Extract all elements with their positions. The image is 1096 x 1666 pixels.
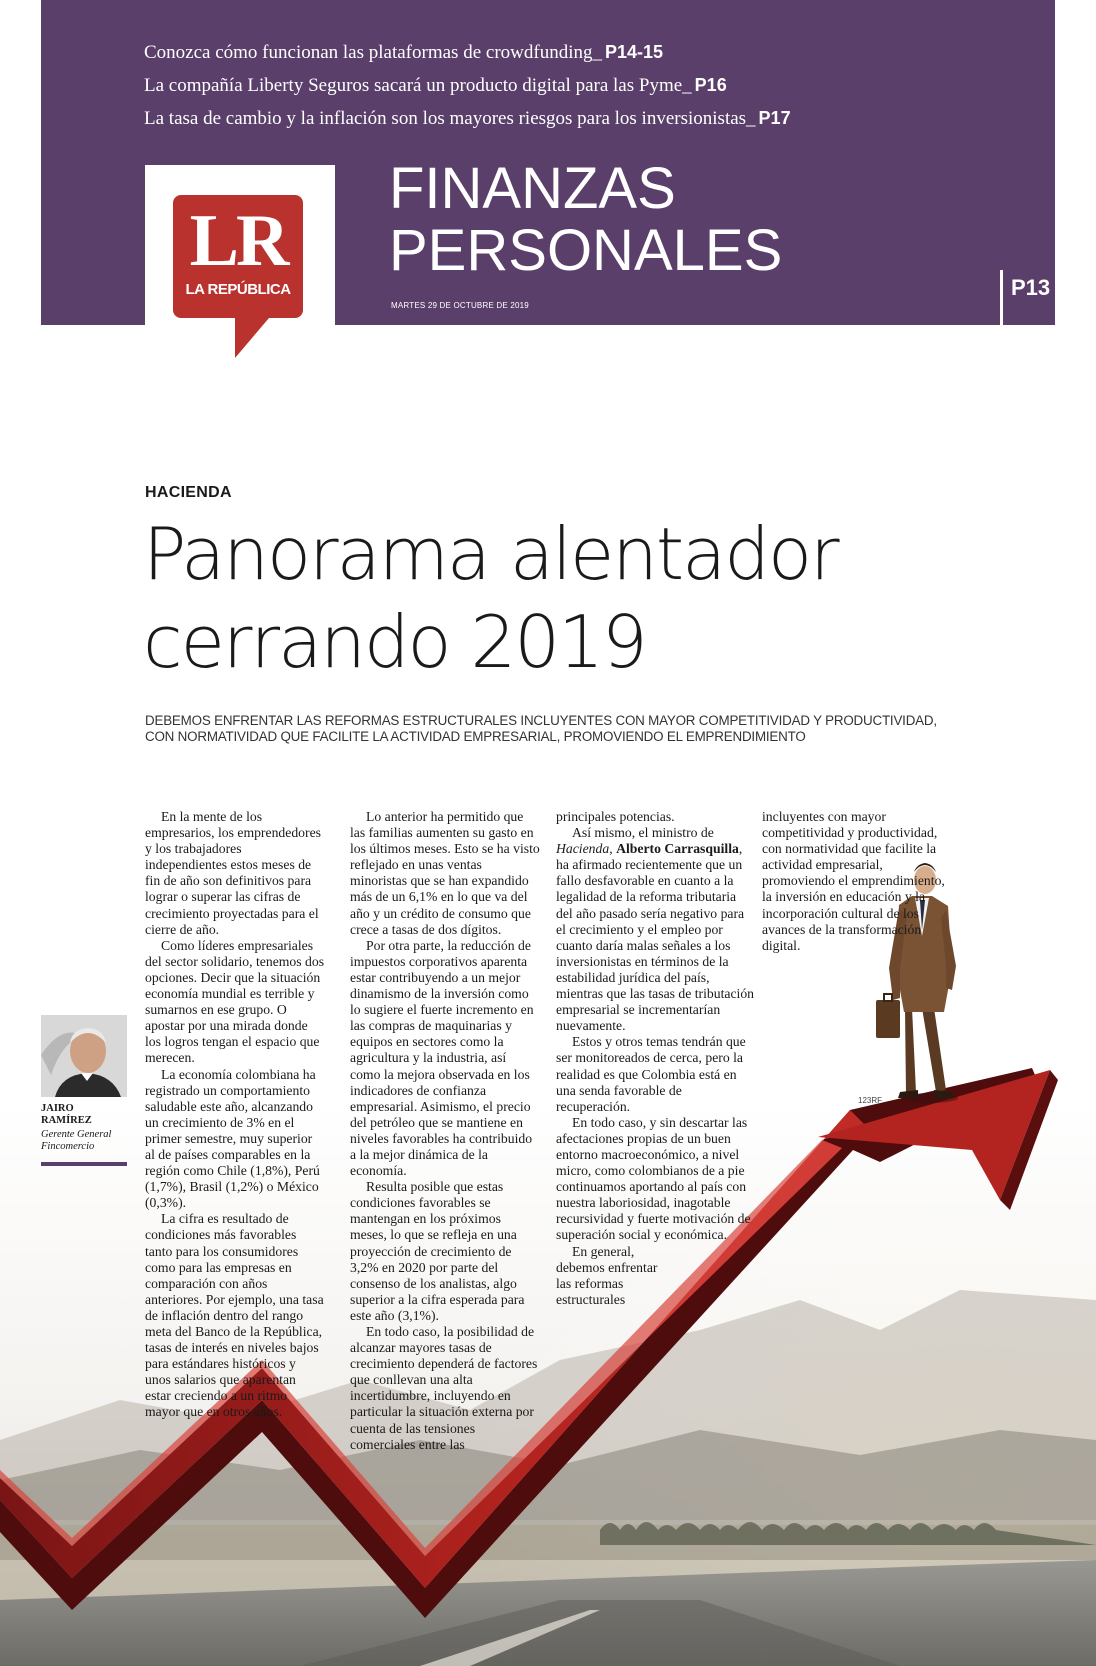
ministry-name: Hacienda	[556, 841, 610, 857]
article-kicker: HACIENDA	[145, 484, 232, 501]
page-number: P13	[1000, 270, 1050, 325]
paragraph: principales potencias.	[556, 809, 675, 824]
issue-date: MARTES 29 DE OCTUBRE DE 2019	[391, 301, 529, 310]
teaser-item[interactable]: Conozca cómo funcionan las plataformas de crowdfunding_ P14-15	[144, 42, 664, 63]
paragraph: Como líderes empresariales del sector solidario, tenemos dos opciones. Decir que la situación economía mundial es terrible y sumarnos en ese grupo. O apostar por una mirada donde los logros tengan el espacio que merecen.	[145, 937, 325, 1066]
paragraph: En todo caso, y sin descartar las afectaciones propias de un buen entorno macroeconómico, a nivel micro, como colombianos de a pie continuamos aportando al país con nuestra laboriosidad, inagotable recursividad y fuerte motivación de superación social y económica.	[556, 1114, 751, 1243]
logo-letters: LR	[189, 200, 287, 282]
columnist-name: JAIRO RAMÍREZ	[41, 1103, 92, 1126]
paragraph: En todo caso, la posibilidad de alcanzar mayores tasas de crecimiento dependerá de factores que conllevan una alta incertidumbre, incluyendo en particular la situación externa por cuenta de las tensiones comerciales entre las	[350, 1324, 538, 1452]
logo-speech-tail	[235, 318, 269, 358]
paragraph: Estos y otros temas tendrán que ser monitoreados de cerca, pero la realidad es que Colombia está en una senda favorable de recuperación.	[556, 1034, 746, 1114]
article-column-4	[762, 809, 954, 954]
paragraph: Resulta posible que estas condiciones favorables se mantengan en los próximos meses, lo que se refleja en una proyección de crecimiento de 3,2% en 2020 por parte del consenso de los analistas, algo superior a la cifra esperada para este año (3,1%).	[350, 1179, 525, 1323]
paragraph: La economía colombiana ha registrado un comportamiento saludable este año, alcanzando un crecimiento de 3% en el primer semestre, muy superior al de países comparables en la región como Chile (1,8%), Perú (1,7%), Brasil (1,2%) o México (0,3%).	[145, 1066, 320, 1211]
teaser-page: P16	[694, 75, 727, 95]
paragraph: En general, debemos enfrentar las reformas estructurales	[556, 1243, 658, 1307]
article-column-2	[350, 809, 540, 1453]
paragraph: En la mente de los empresarios, los emprendedores y los trabajadores independientes estos meses de fin de año son definitivos para lograr o superar las cifras de crecimiento proyectadas para el cierre de año.	[145, 809, 321, 937]
paragraph: Lo anterior ha permitido que las familias aumenten su gasto en los últimos meses. Esto se ha visto reflejado en unas ventas minoristas que se han expandido más de un 6,1% en lo que va del año y un crédito de consumo que crece a tasas de dos dígitos.	[350, 809, 540, 937]
teaser-page: P14-15	[604, 42, 664, 62]
paragraph: Por otra parte, la reducción de impuestos corporativos aparenta estar contribuyendo a un mejor dinamismo de la inversión como lo sugiere el fuerte incremento en las compras de maquinarias y equipos en sectores como la agricultura y la industria, así como la mejora observada en los indicadores de confianza empresarial. Asimismo, el precio del petróleo que se mantiene en niveles favorables ha contribuido a la mejor dinámica de la economía.	[350, 937, 534, 1179]
logo-name: LA REPÚBLICA	[185, 281, 291, 298]
paragraph: Así mismo, el ministro de Hacienda, Alberto Carrasquilla, ha afirmado recientemente que un fallo desfavorable en cuanto a la legalidad de la reforma tributaria del año pasado sería negativo para el crecimiento y el empleo por cuanto daría malas señales a los inversionistas en términos de la estabilidad jurídica del país, mientras que las tasas de tributación empresarial se incrementarían nuevamente.	[556, 825, 755, 1034]
header-band	[41, 0, 1055, 325]
logo	[145, 165, 335, 325]
article-column-1	[145, 809, 325, 1421]
article-headline: Panorama alentador cerrando 2019	[143, 512, 838, 684]
teaser-item[interactable]: La tasa de cambio y la inflación son los mayores riesgos para los inversionistas_ P17	[144, 108, 791, 129]
teaser-list	[144, 36, 791, 135]
photo-credit: 123RF	[858, 1096, 883, 1105]
columnist-role: Gerente General Fincomercio	[41, 1129, 112, 1152]
paragraph: La cifra es resultado de condiciones más favorables tanto para los consumidores como para las empresas en comparación con años anteriores. Por ejemplo, una tasa de inflación dentro del rango meta del Banco de la República, tasas de interés en niveles bajos para estándares históricos y unos salarios que aparentan estar creciendo a un ritmo mayor que en otros años.	[145, 1211, 324, 1420]
logo-badge	[173, 195, 303, 318]
paragraph: incluyentes con mayor competitividad y productividad, con normatividad que facilite la actividad empresarial, promoviendo el emprendimiento, la inversión en educación y la incorporación cultural de los avances de la transformación digital.	[762, 809, 945, 953]
minister-name: Alberto Carrasquilla	[616, 841, 739, 857]
teaser-page: P17	[758, 108, 791, 128]
columnist-rule	[41, 1162, 127, 1166]
columnist-photo	[41, 1015, 127, 1097]
article-column-3	[556, 809, 756, 1308]
article-dek: DEBEMOS ENFRENTAR LAS REFORMAS ESTRUCTURALES INCLUYENTES CON MAYOR COMPETITIVIDAD Y PRODUCTIVIDAD, CON NORMATIVIDAD QUE FACILITE LA ACTIVIDAD EMPRESARIAL, PROMOVIENDO EL EMPRENDIMIENTO	[145, 713, 937, 744]
section-title: FINANZAS PERSONALES	[389, 156, 783, 283]
teaser-item[interactable]: La compañía Liberty Seguros sacará un producto digital para las Pyme_ P16	[144, 75, 727, 96]
